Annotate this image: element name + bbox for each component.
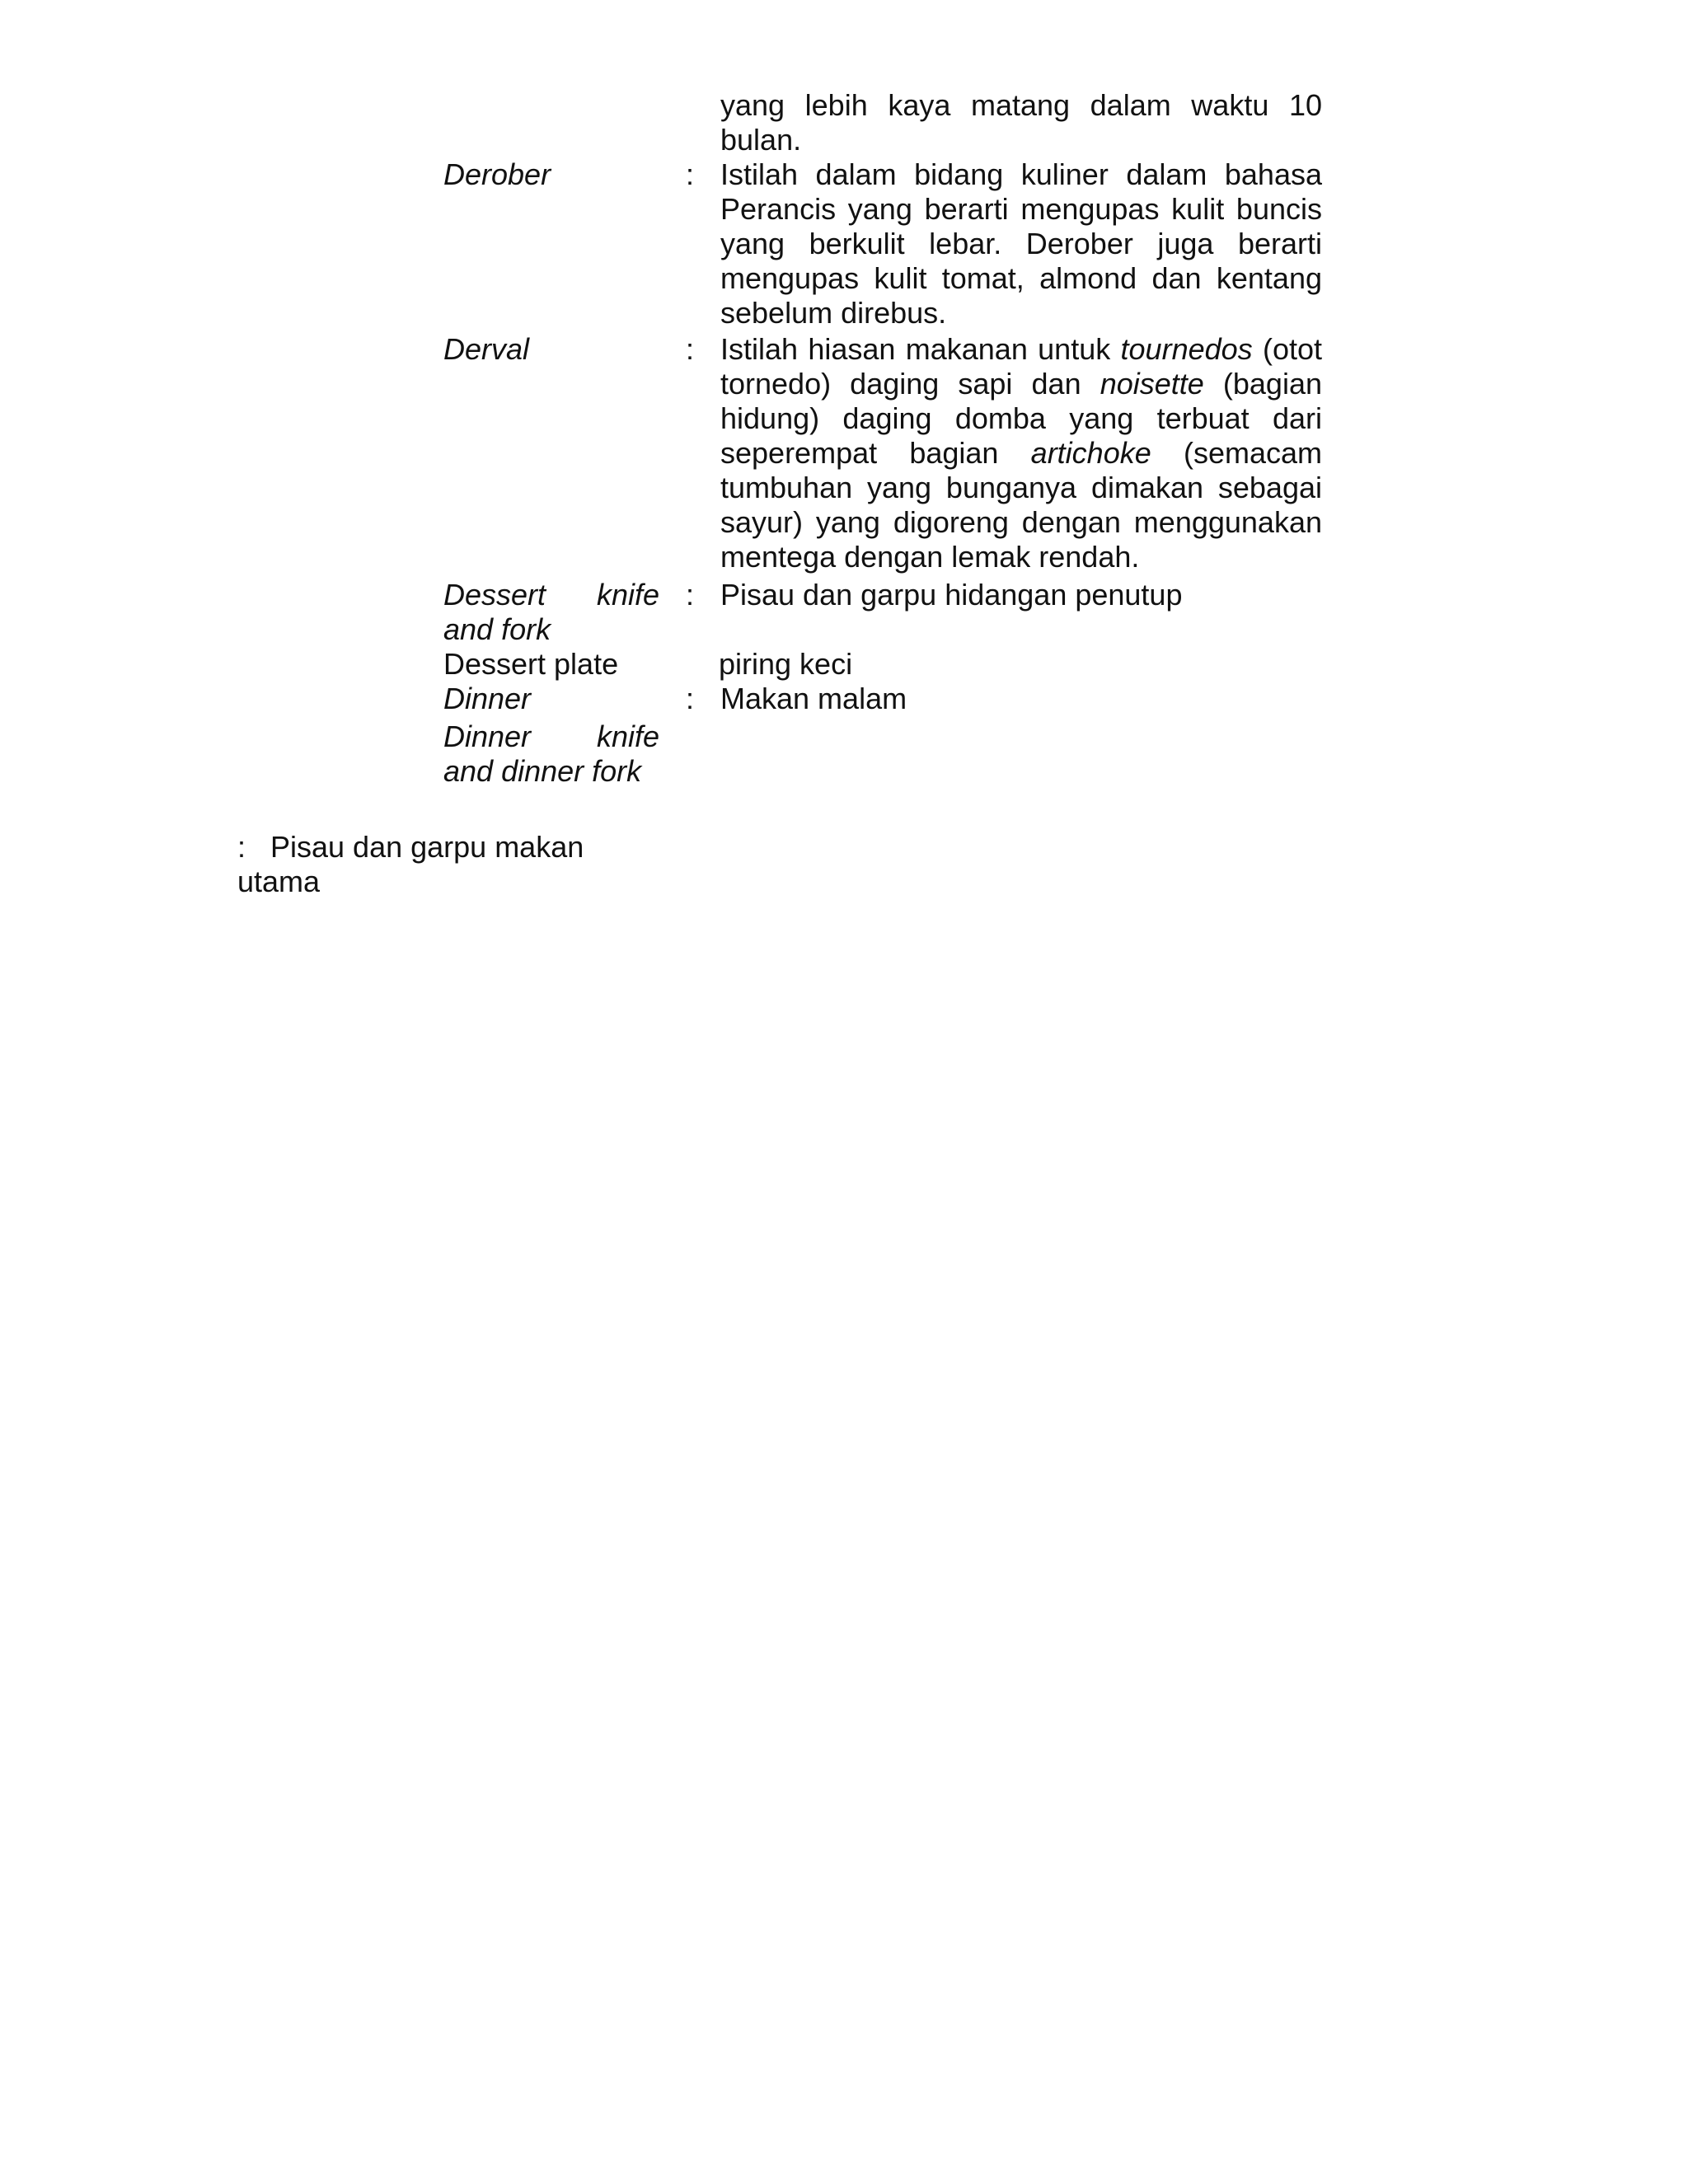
definition-derval-text-3: (bagian hidung) daging domba yang terbuat dari seperempat bagian — [720, 367, 1322, 470]
glossary-list — [443, 88, 1325, 789]
separator-derober: : — [686, 157, 695, 191]
definition-dinner-knife-line-2: utama — [237, 865, 321, 898]
glossary-entry-derval — [443, 332, 1325, 574]
separator-derval: : — [686, 332, 695, 366]
term-dinner-knife: Dinner knife and dinner fork — [443, 719, 659, 788]
definition-derval-text-4: (semacam tumbuhan yang bunganya dimakan sebagai sayur) yang digoreng dengan menggunakan mentega dengan lemak rendah. — [720, 436, 1323, 574]
term-dessert-plate: Dessert plate — [443, 647, 619, 681]
definition-dessert-plate: piring keci — [719, 647, 853, 681]
definition-derval-italic-1: tournedos — [1120, 332, 1253, 366]
definition-dinner: Makan malam — [720, 682, 907, 715]
glossary-entry-dessert-plate — [443, 647, 1325, 682]
glossary-entry-dinner — [443, 682, 1325, 716]
term-dinner: Dinner — [443, 682, 532, 715]
glossary-continuation — [443, 88, 1325, 157]
definition-derober: Istilah dalam bidang kuliner dalam bahasa Perancis yang berarti mengupas kulit buncis yang berkulit lebar. Derober juga berarti mengupas kulit tomat, almond dan kentang sebelum direbus. — [720, 157, 1322, 330]
definition-dessert-knife: Pisau dan garpu hidangan penutup — [720, 578, 1183, 612]
definition-derval-text-1: Istilah hiasan makanan untuk — [720, 332, 1121, 366]
glossary-entry-dessert-knife — [443, 578, 1325, 647]
term-dessert-knife: Dessert knife and fork — [443, 578, 659, 646]
definition-derval-italic-2: noisette — [1100, 367, 1204, 401]
overflow-line-1 — [237, 830, 600, 865]
definition-dinner-knife-overflow — [237, 830, 600, 899]
term-derober: Derober — [443, 157, 551, 191]
definition-continuation — [699, 88, 1322, 157]
definition-derval — [699, 332, 1322, 574]
definition-dinner-knife-line-1: Pisau dan garpu makan — [270, 830, 584, 864]
continuation-line-2: bulan. — [720, 123, 802, 157]
separator-dinner-knife: : — [237, 830, 246, 864]
glossary-entry-derober — [443, 157, 1325, 330]
glossary-entry-dinner-knife — [443, 719, 1325, 789]
continuation-line-1: yang lebih kaya matang dalam waktu 10 — [720, 88, 1322, 122]
definition-derval-text-2: (otot tornedo) daging sapi dan — [720, 332, 1322, 401]
term-derval: Derval — [443, 332, 530, 366]
definition-derval-italic-3: artichoke — [1030, 436, 1151, 470]
separator-dinner: : — [686, 682, 695, 715]
separator-dessert-knife: : — [686, 578, 695, 612]
